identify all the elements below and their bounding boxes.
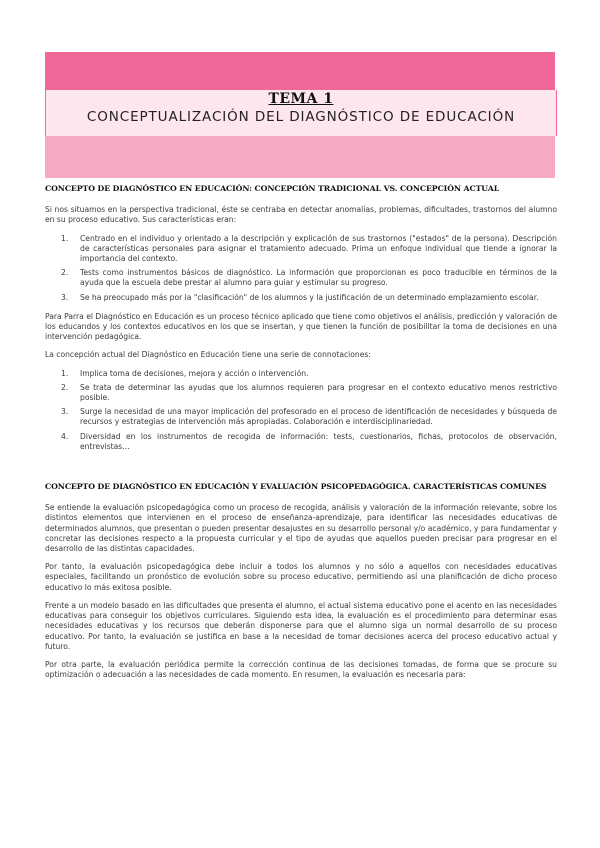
list-item-text: Centrado en el individuo y orientado a la descripción y explicación de sus trastornos ("estados" de la persona). Descripción de características personales para asignar el tratamiento adecuado. Prima un enfoque individual que tiende a ignorar la importancia del contexto. — [80, 233, 557, 264]
list-item-text: Implica toma de decisiones, mejora y acción o intervención. — [80, 368, 309, 378]
list-item-text: Tests como instrumentos básicos de diagnóstico. La información que proporcionan es poco traducible en términos de la ayuda que la escuela debe prestar al alumno para guiar y estimular su progreso. — [80, 268, 557, 288]
header-band-bottom — [45, 136, 555, 178]
list-item-text: Se ha preocupado más por la "clasificación" de los alumnos y la justificación de un determinado emplazamiento escolar. — [80, 292, 539, 302]
paragraph: Para Parra el Diagnóstico en Educación es un proceso técnico aplicado que tiene como objetivos el análisis, predicción y valoración de los educandos y los contextos educativos en los que se insertan, y que tienen la función de posibilitar la toma de decisiones en una intervención pedagógica. — [45, 311, 557, 342]
paragraph: Por tanto, la evaluación psicopedagógica debe incluir a todos los alumnos y no sólo a aquellos con necesidades educativas especiales, facilitando un pronóstico de evolución sobre su proceso educativo, permitiendo así una planificación de dicho proceso educativo lo más exitosa posible. — [45, 562, 557, 592]
list-number: 1. — [61, 368, 69, 378]
list-item — [45, 293, 557, 303]
list-item — [45, 407, 557, 427]
list-item — [45, 369, 557, 379]
list-number: 2. — [61, 268, 69, 278]
section-heading-1: CONCEPTO DE DIAGNÓSTICO EN EDUCACIÓN: CONCEPCIÓN TRADICIONAL VS. CONCEPCIÓN ACTUAL — [45, 184, 500, 193]
paragraph: Por otra parte, la evaluación periódica permite la corrección continua de las decisiones tomadas, de forma que se procure su optimización o adecuación a las necesidades de cada momento. En resumen, la evaluación es necesaria para: — [45, 659, 557, 680]
paragraph: Si nos situamos en la perspectiva tradicional, éste se centraba en detectar anomalías, problemas, dificultades, trastornos del alumno en su proceso educativo. Sus características eran: — [45, 205, 557, 225]
topic-number: TEMA 1 — [268, 91, 334, 107]
list-number: 3. — [61, 407, 69, 417]
list-item — [45, 432, 557, 452]
list-item-text: Surge la necesidad de una mayor implicación del profesorado en el proceso de identificación de necesidades y búsqueda de recursos y estrategias de intervención más apropiadas. Colaboración e interdisciplinariedad. — [80, 407, 557, 427]
list-number: 1. — [61, 233, 69, 243]
list-number: 2. — [61, 382, 69, 392]
current-connotations-list — [45, 369, 557, 452]
paragraph: Frente a un modelo basado en las dificultades que presenta el alumno, el actual sistema educativo pone el acento en las necesidades educativas para conseguir los objetivos curriculares. Siguiendo esta idea, la evaluación es el procedimiento para determinar esas necesidades educativas y los recursos que deberán disponerse para que el alumno siga un normal desarrollo de su proceso educativo. Por tanto, la evaluación se justifica en base a la necesidad de tomar decisiones acerca del proceso educativo actual y futuro. — [45, 600, 557, 651]
document-body — [45, 184, 557, 688]
list-item — [45, 383, 557, 403]
header-title-band — [45, 90, 557, 136]
list-number: 3. — [61, 292, 69, 302]
header-band-top — [45, 52, 555, 90]
paragraph: La concepción actual del Diagnóstico en Educación tiene una serie de connotaciones: — [45, 350, 371, 360]
traditional-characteristics-list — [45, 234, 557, 303]
page-title: CONCEPTUALIZACIÓN DEL DIAGNÓSTICO DE EDUCACIÓN — [86, 109, 516, 125]
list-item — [45, 234, 557, 265]
list-item-text: Diversidad en los instrumentos de recogida de información: tests, cuestionarios, fichas, protocolos de observación, entrevistas… — [80, 431, 557, 451]
section-heading-2: CONCEPTO DE DIAGNÓSTICO EN EDUCACIÓN Y EVALUACIÓN PSICOPEDAGÓGICA. CARACTERÍSTICAS COMUNES — [45, 482, 547, 492]
list-number: 4. — [61, 431, 69, 441]
list-item — [45, 268, 557, 288]
paragraph: Se entiende la evaluación psicopedagógica como un proceso de recogida, análisis y valoración de la información relevante, sobre los distintos elementos que intervienen en el proceso de enseñanza-aprendizaje, para identificar las necesidades educativas de determinados alumnos, que presentan o pueden presentar desajustes en su desarrollo personal y/o académico, y para fundamentar y concretar las decisiones respecto a la propuesta curricular y el tipo de ayudas que aquellos pueden precisar para progresar en el desarrollo de las distintas capacidades. — [45, 503, 557, 554]
list-item-text: Se trata de determinar las ayudas que los alumnos requieren para progresar en el contexto educativo menos restrictivo posible. — [80, 382, 557, 403]
